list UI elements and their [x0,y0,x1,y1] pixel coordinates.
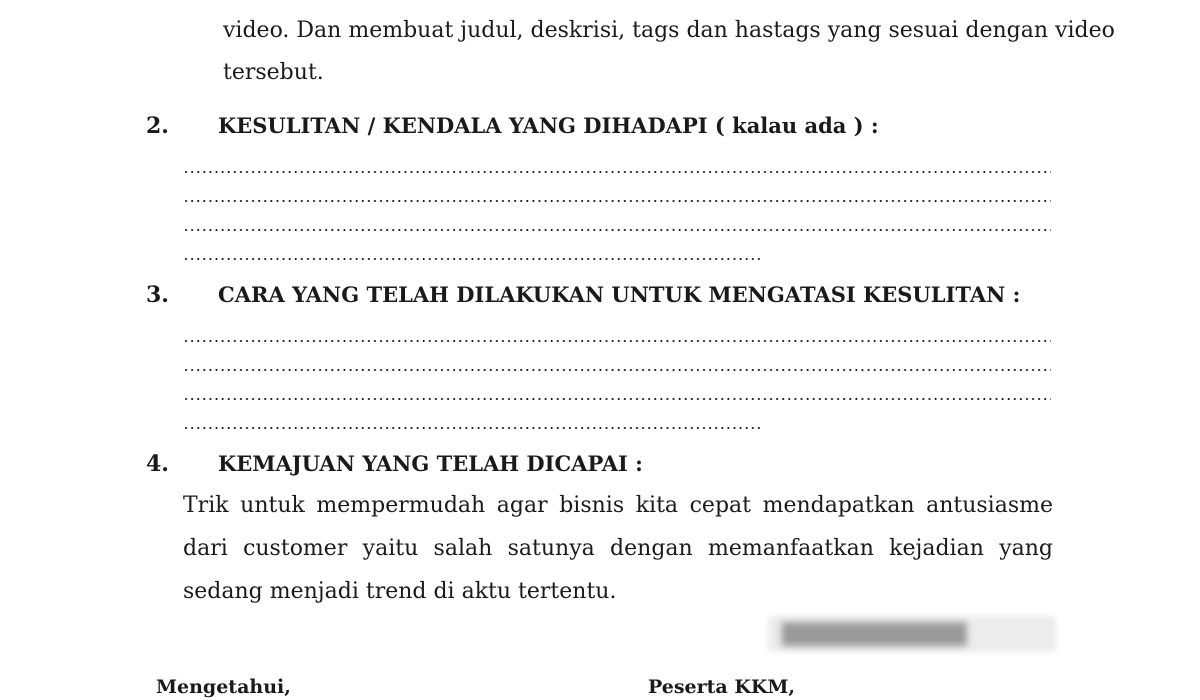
section3-dotted-line-4 [183,425,761,431]
section3-dotted-line-1 [183,338,1051,344]
section3-dotted-line-3 [183,396,1051,402]
section2-heading: KESULITAN / KENDALA YANG DIHADAPI ( kalau ada ) : [218,113,879,138]
section2-dotted-line-4 [183,256,761,262]
section3-number: 3. [146,282,169,308]
section4-number: 4. [146,451,169,477]
section2-dotted-line-1 [183,169,1051,175]
section2-dotted-line-3 [183,227,1051,233]
section4-heading: KEMAJUAN YANG TELAH DICAPAI : [218,451,643,476]
signature-left-label: Mengetahui, [156,676,291,698]
signature-right-label: Peserta KKM, [648,676,796,698]
section3-heading: CARA YANG TELAH DILAKUKAN UNTUK MENGATASI KESULITAN : [218,282,1021,307]
section2-dotted-line-2 [183,198,1051,204]
section1-line1: video. Dan membuat judul, deskrisi, tags dan hastags yang sesuai dengan video [223,18,1115,43]
section4-body: Trik untuk mempermudah agar bisnis kita cepat mendapatkan antusiasme dari customer yaitu salah satunya dengan memanfaatkan kejadian yang sedang menjadi trend di aktu tertentu. [183,493,1053,604]
section1-line2: tersebut. [223,60,324,85]
section2-number: 2. [146,113,169,139]
redacted-date: ████████████ [768,616,1056,652]
section3-dotted-line-2 [183,367,1051,373]
